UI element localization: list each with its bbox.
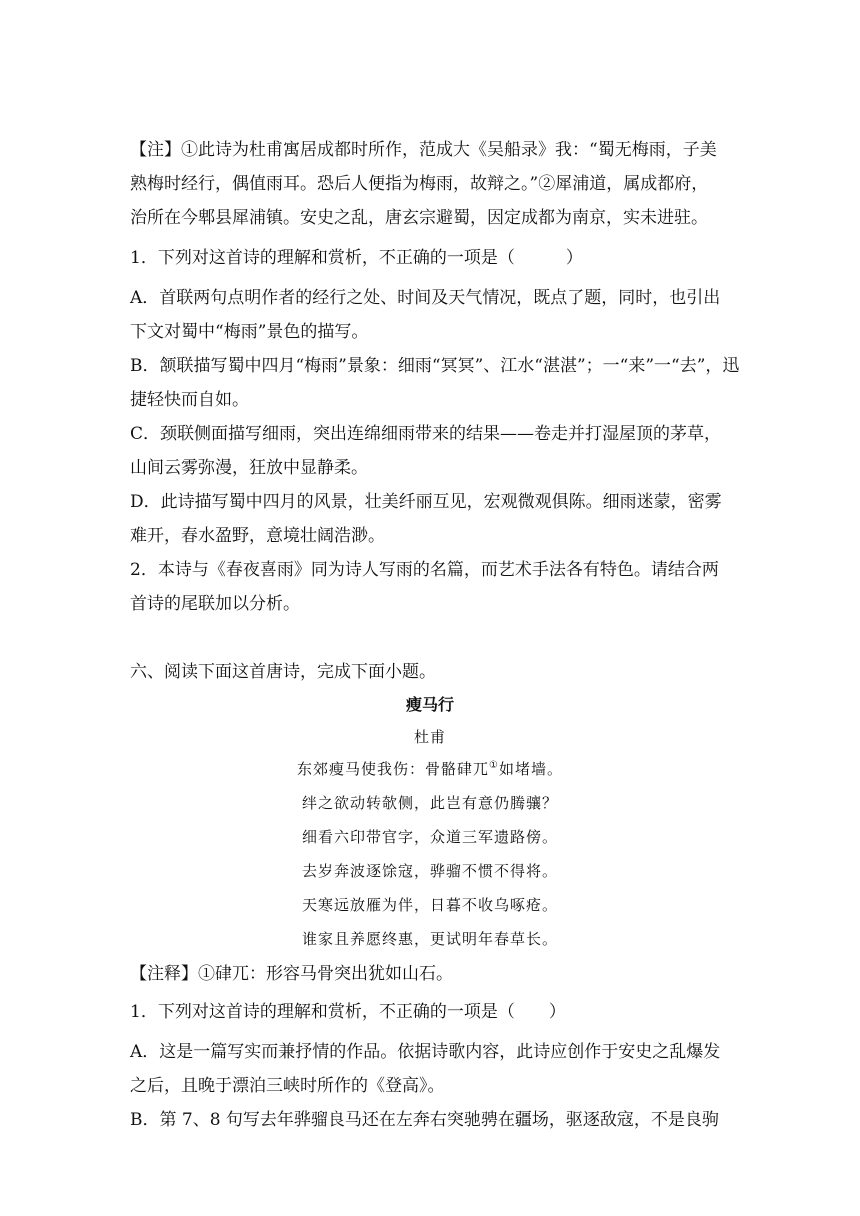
option-c-line-2: 山间云雾弥漫，狂放中显静柔。 — [130, 458, 368, 478]
option-a-line-1: A．首联两句点明作者的经行之处、时间及天气情况，既点了题，同时，也引出 — [130, 288, 721, 308]
question-3-stem: 1．下列对这首诗的理解和赏析，不正确的一项是（ ） — [130, 1002, 566, 1022]
option-b-line-1: B．颔联描写蜀中四月“梅雨”景象：细雨“冥冥”、江水“湛湛”；一“来”一“去”，迅 — [130, 356, 740, 376]
question-1-stem: 1．下列对这首诗的理解和赏析，不正确的一项是（ ） — [130, 248, 583, 268]
poem-line-5: 天寒远放雁为伴，日暮不收乌啄疮。 — [301, 896, 558, 914]
option-c-line-1: C．颈联侧面描写细雨，突出连绵细雨带来的结果——卷走并打湿屋顶的茅草， — [130, 424, 722, 444]
option-a-line-2: 下文对蜀中“梅雨”景色的描写。 — [130, 322, 369, 342]
q3-option-a-line-2: 之后，且晚于漂泊三峡时所作的《登高》。 — [130, 1076, 445, 1096]
poem-line-1 — [0, 758, 860, 779]
poem-line-3: 细看六印带官字，众道三军遗路傍。 — [301, 828, 558, 846]
note-line-2: 熟梅时经行，偶值雨耳。恐后人便指为梅雨，故辩之。”②犀浦道，属成都府， — [130, 174, 709, 194]
question-2-line-1: 2．本诗与《春夜喜雨》同为诗人写雨的名篇，而艺术手法各有特色。请结合两 — [130, 560, 719, 580]
note-line-3: 治所在今郫县犀浦镇。安史之乱，唐玄宗避蜀，因定成都为南京，实未进驻。 — [130, 208, 708, 228]
footnote-marker: ① — [489, 760, 499, 771]
note-line-1: 【注】①此诗为杜甫寓居成都时所作，范成大《吴船录》我：“蜀无梅雨，子美 — [130, 140, 717, 160]
poem-line-4: 去岁奔波逐馀寇，骅骝不惯不得将。 — [301, 862, 558, 880]
option-d-line-2: 难开，春水盈野，意境壮阔浩渺。 — [130, 526, 385, 546]
q3-option-a-line-1: A．这是一篇写实而兼抒情的作品。依据诗歌内容，此诗应创作于安史之乱爆发 — [130, 1042, 721, 1062]
section-6-heading: 六、阅读下面这首唐诗，完成下面小题。 — [130, 662, 436, 682]
q3-option-b-line-1: B．第 7、8 句写去年骅骝良马还在左奔右突驰骋在疆场，驱逐敌寇，不是良驹 — [130, 1110, 719, 1130]
poem-annotation: 【注释】①硉兀：形容马骨突出犹如山石。 — [130, 964, 453, 984]
option-d-line-1: D．此诗描写蜀中四月的风景，壮美纤丽互见，宏观微观俱陈。细雨迷蒙，密雾 — [130, 492, 722, 512]
option-b-line-2: 捷轻快而自如。 — [130, 390, 249, 410]
question-2-line-2: 首诗的尾联加以分析。 — [130, 594, 300, 614]
poem-title: 瘦马行 — [405, 695, 454, 714]
poem-line-6: 谁家且养愿终惠，更试明年春草长。 — [301, 930, 558, 948]
poem-line-1-part-b: 如堵墙。 — [498, 760, 563, 778]
poem-line-1-part-a: 东郊瘦马使我伤：骨骼硉兀 — [297, 760, 490, 778]
poem-line-2: 绊之欲动转欹侧，此岂有意仍腾骧？ — [301, 794, 558, 812]
poem-author: 杜甫 — [413, 728, 446, 746]
